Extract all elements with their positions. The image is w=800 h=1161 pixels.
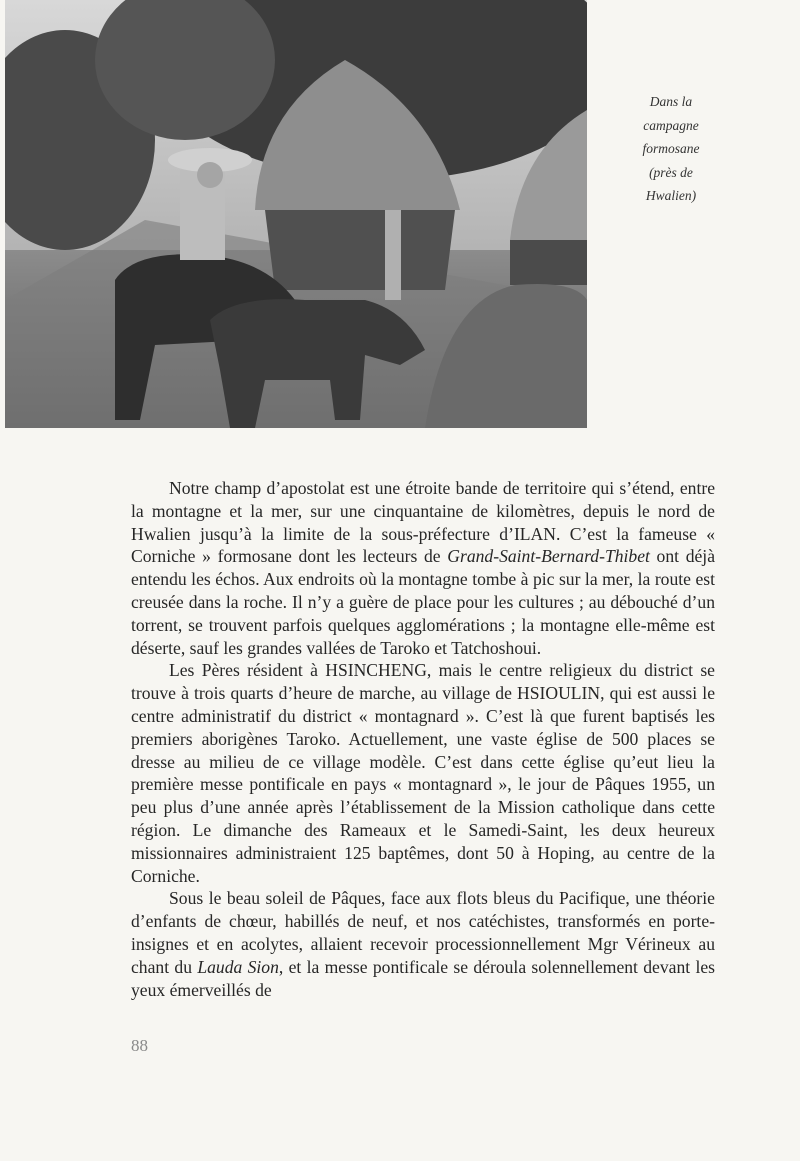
paragraph <box>131 887 715 1001</box>
caption-line: formosane <box>642 141 700 156</box>
countryside-photo <box>5 0 587 428</box>
paragraph: Les Pères résident à HSINCHENG, mais le centre religieux du district se trouve à trois quarts d’heure de marche, au village de HSIOULIN, qui est aussi le centre administratif du district « montagnard ». C’est là que furent baptisés les premiers aborigènes Taroko. Actuellement, une vaste église de 500 places se dresse au milieu de ce village modèle. C’est dans cette église qu’eut lieu la première messe pontificale en pays « montagnard », le jour de Pâques 1955, un peu plus d’une année après l’établissement de la Mission catholique dans cette région. Le dimanche des Rameaux et le Samedi-Saint, les deux heureux missionnaires administraient 125 baptêmes, dont 50 à Hoping, au centre de la Corniche. <box>131 660 715 886</box>
paragraph-text: Sous le beau soleil de Pâques, face aux flots bleus du Pacifique, une théorie d’enfants de chœur, habillés de neuf, et nos catéchistes, transformés en porte-insignes et en acolytes, allaient recevoir processionnellement Mgr Vérineux au chant du <box>131 888 715 977</box>
caption-line: Hwalien) <box>645 188 697 203</box>
publication-title: Grand-Saint-Bernard-Thibet <box>447 546 650 567</box>
page-number: 88 <box>131 1036 148 1055</box>
paragraph <box>131 477 715 659</box>
caption-line: Dans la <box>649 94 693 109</box>
hymn-title: Lauda Sion <box>197 956 279 977</box>
paragraph-text: Notre champ d’apostolat est une étroite bande de territoire qui s’étend, entre la montagne et la mer, sur une cinquantaine de kilomètres, depuis le nord de Hwalien jusqu’à la limite de la sous-préfecture d’ILAN. C’est la fameuse « Corniche » formosane dont les lecteurs de <box>131 478 715 567</box>
photo-caption <box>612 90 730 208</box>
caption-line: (près de <box>649 164 693 180</box>
caption-line: campagne <box>643 117 699 133</box>
paragraph-text: , et la messe pontificale se déroula solennellement devant les yeux émerveillés de <box>131 956 715 1000</box>
paragraph-text: ont déjà entendu les échos. Aux endroits où la montagne tombe à pic sur la mer, la route est creusée dans la roche. Il n’y a guère de place pour les cultures ; au débouché d’un torrent, se trouvent parfois quelques agglomérations ; la montagne elle-même est déserte, sauf les grandes vallées de Taroko et Tatchoshoui. <box>131 546 715 658</box>
body-text <box>131 477 715 1001</box>
